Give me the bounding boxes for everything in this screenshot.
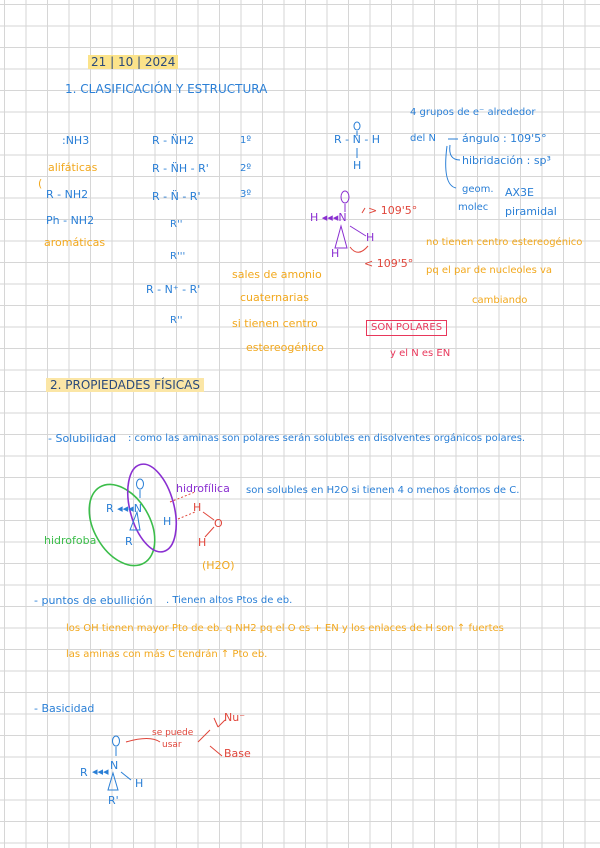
puede-label-2: usar xyxy=(162,740,182,750)
tertiary-number: 3º xyxy=(240,189,252,200)
geom-label-1: geom. xyxy=(462,184,494,195)
arrow-line xyxy=(446,146,456,188)
basicidad-label: - Basicidad xyxy=(34,702,95,715)
sol-r-top: R ◂◂◂N xyxy=(106,502,142,515)
tetra-h-right: H xyxy=(366,231,375,244)
secondary-amine: R - N̈H - R' xyxy=(152,162,209,175)
lone-pair-oval xyxy=(137,479,144,489)
tetra-h-bottom: H xyxy=(331,247,340,260)
sihay-label-2: estereogénico xyxy=(246,341,324,354)
bond-line xyxy=(203,512,214,520)
lone-pair-oval xyxy=(354,122,360,130)
angle-arc xyxy=(362,208,365,213)
nu-label: Nu⁻ xyxy=(224,711,246,724)
sol-r-bottom: R xyxy=(125,535,133,548)
sales-label-2: cuaternarias xyxy=(240,291,309,304)
quat-top: R''' xyxy=(170,251,186,262)
angle-greater: > 109'5° xyxy=(368,204,418,217)
quat-bottom: R'' xyxy=(170,315,183,326)
piramidal-label: piramidal xyxy=(505,205,557,218)
ph-nh2-formula: Ph - NH2 xyxy=(46,214,95,227)
bas-r1: R' xyxy=(108,794,119,807)
bond-line xyxy=(121,772,131,780)
angle-less: < 109'5° xyxy=(364,257,414,270)
h2o-label: (H2O) xyxy=(202,559,235,572)
aromaticas-label: aromáticas xyxy=(44,236,106,249)
primary-amine: R - N̈H2 xyxy=(152,134,195,147)
lone-pair-oval xyxy=(113,736,120,746)
secondary-number: 2º xyxy=(240,163,252,174)
alifaticas-label: alifáticas xyxy=(48,161,98,174)
nh3-label: :NH3 xyxy=(62,134,90,147)
water-h-top: H xyxy=(193,501,202,514)
wedge-bond xyxy=(335,226,347,248)
structure-row: R - N - H xyxy=(334,133,381,146)
angle-arc xyxy=(350,246,368,252)
sales-label-1: sales de amonio xyxy=(232,268,322,281)
primary-number: 1º xyxy=(240,135,252,146)
estereo-label-1: no tienen centro estereogénico xyxy=(426,237,583,248)
polares-reason: y el N es EN xyxy=(390,348,451,359)
section-1-title: 1. CLASIFICACIÓN Y ESTRUCTURA xyxy=(65,82,268,96)
estereo-label-2: pq el par de nucleoles va xyxy=(426,265,553,276)
bond-line xyxy=(350,226,366,236)
water-h-bottom: H xyxy=(198,536,207,549)
structure-h: H xyxy=(353,159,362,172)
lone-pair-oval xyxy=(341,191,349,203)
section-2-title: 2. PROPIEDADES FÍSICAS xyxy=(46,378,204,392)
ebullicion-text: . Tienen altos Ptos de eb. xyxy=(166,595,293,606)
water-o: O xyxy=(214,517,223,530)
grupos-label-2: del N xyxy=(410,133,436,144)
base-label: Base xyxy=(224,747,251,760)
ebullicion-label: - puntos de ebullición xyxy=(34,594,153,607)
sihay-label-1: si tienen centro xyxy=(232,317,318,330)
ebullicion-detail-1: los OH tienen mayor Pto de eb. q NH2 pq el O es + EN y los enlaces de H son ↑ fuertes xyxy=(66,623,504,634)
solubilidad-label: - Solubilidad xyxy=(48,432,117,445)
ebullicion-detail-2: las aminas con más C tendrán ↑ Pto eb. xyxy=(66,649,268,660)
date: 21 | 10 | 2024 xyxy=(88,55,178,69)
bond-line xyxy=(205,527,214,537)
ax3e-label: AX3E xyxy=(505,186,535,199)
estereo-label-3: cambiando xyxy=(472,295,528,306)
bas-hash: ◂◂◂ xyxy=(92,765,109,778)
quat-middle: R - N⁺ - R' xyxy=(146,283,201,296)
solubilidad-text: : como las aminas son polares serán solubles en disolventes orgánicos polares. xyxy=(128,433,526,444)
bas-r: R xyxy=(80,766,88,779)
puede-label-1: se puede xyxy=(152,728,194,738)
tertiary-substituent: R'' xyxy=(170,219,183,230)
hidrofilica-label: hidrofílica xyxy=(176,482,230,495)
bas-h: H xyxy=(135,777,144,790)
grupos-label-1: 4 grupos de e⁻ alrededor xyxy=(410,107,536,118)
arrow-line xyxy=(450,145,460,160)
bracket-mark: ( xyxy=(38,177,43,190)
sol-h-right: H xyxy=(163,515,172,528)
hydrophobic-oval xyxy=(76,473,168,577)
r-nh2-formula: R - NH2 xyxy=(46,188,89,201)
hidrofoba-label: hidrofoba xyxy=(44,534,97,547)
tertiary-amine: R - N̈ - R' xyxy=(152,190,201,203)
geom-label-2: molec xyxy=(458,202,489,213)
polares-badge: SON POLARES xyxy=(366,320,447,336)
wedge-bond xyxy=(108,773,118,790)
bas-n: N xyxy=(110,759,119,772)
tetra-h-left: H ◂◂◂N xyxy=(310,211,347,224)
solubles-text: son solubles en H2O si tienen 4 o menos átomos de C. xyxy=(246,485,520,496)
angulo-label: ángulo : 109'5° xyxy=(462,132,547,145)
hibridacion-label: hibridación : sp³ xyxy=(462,154,551,167)
